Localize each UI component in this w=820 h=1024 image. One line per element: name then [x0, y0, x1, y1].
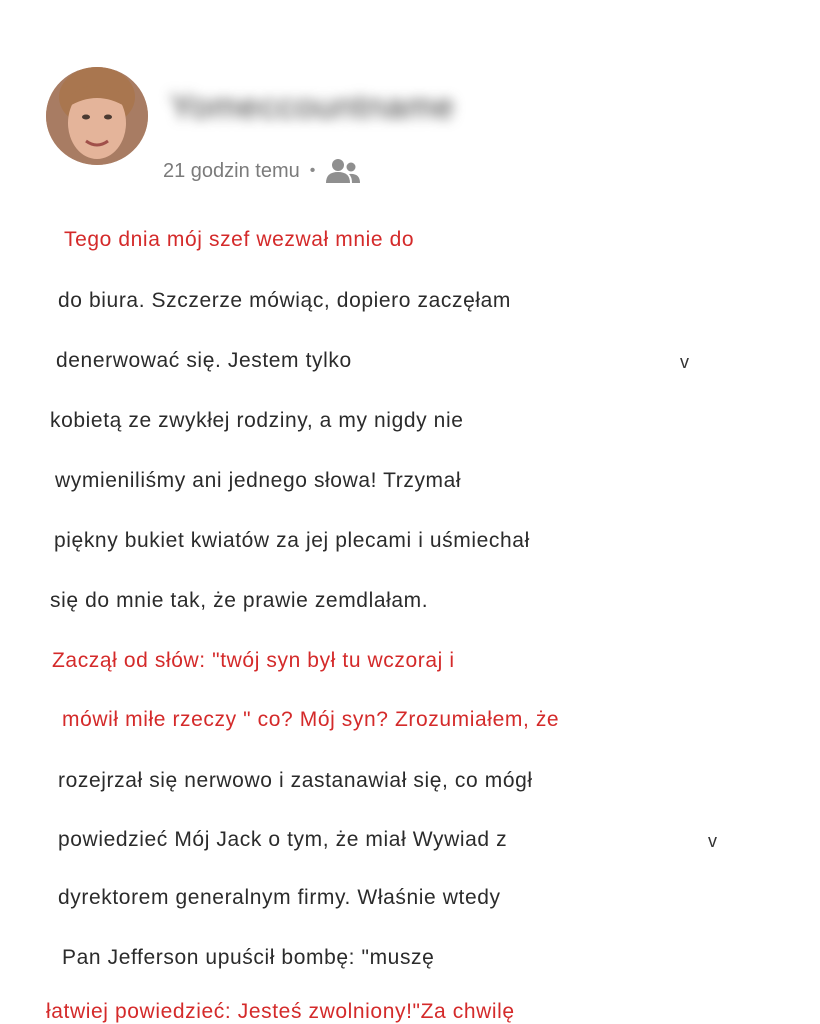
meta-separator: •	[309, 162, 316, 179]
avatar-portrait	[46, 67, 148, 165]
post-text-line: piękny bukiet kwiatów za jej plecami i uśmiechał	[54, 529, 530, 552]
post-text-line: wymieniliśmy ani jednego słowa! Trzymał	[55, 469, 462, 492]
post-text-line: do biura. Szczerze mówiąc, dopiero zaczęłam	[58, 289, 511, 312]
post-text-line: Zaczął od słów: "twój syn był tu wczoraj i	[52, 649, 455, 672]
author-avatar[interactable]	[46, 67, 148, 165]
post-text-line: dyrektorem generalnym firmy. Właśnie wtedy	[58, 886, 501, 909]
post-text-line: kobietą ze zwykłej rodziny, a my nigdy nie	[50, 409, 464, 432]
post-text-line: łatwiej powiedzieć: Jesteś zwolniony!"Za chwilę	[46, 1000, 515, 1023]
post-text-line: rozejrzał się nerwowo i zastanawiał się, co mógł	[58, 769, 533, 792]
post-text-line: powiedzieć Mój Jack o tym, że miał Wywiad z	[58, 828, 508, 851]
author-name[interactable]: Yomeccountname	[170, 88, 455, 126]
post-text-line: się do mnie tak, że prawie zemdlałam.	[50, 589, 429, 612]
post-timestamp[interactable]: 21 godzin temu	[163, 159, 300, 182]
post-text-line: denerwować się. Jestem tylko	[56, 349, 352, 372]
post-text-line: Tego dnia mój szef wezwał mnie do	[64, 228, 415, 251]
post-text-line: Pan Jefferson upuścił bombę: "muszę	[62, 946, 435, 969]
post-meta	[163, 158, 361, 184]
stray-mark: v	[680, 352, 689, 372]
stray-mark: v	[708, 831, 717, 851]
group-icon[interactable]	[325, 158, 361, 184]
post-text-line: mówił miłe rzeczy " co? Mój syn? Zrozumiałem, że	[62, 708, 560, 731]
